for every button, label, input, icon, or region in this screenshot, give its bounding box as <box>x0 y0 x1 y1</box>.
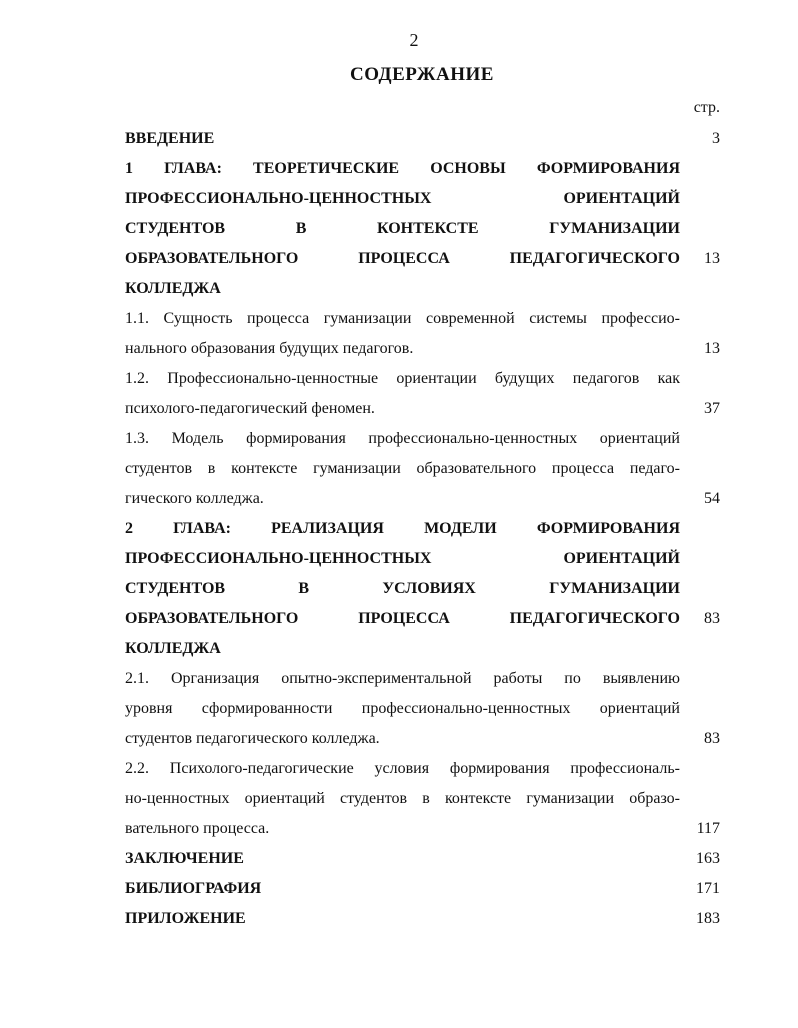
toc-section-2-2-line: вательного процесса. <box>125 820 270 837</box>
toc-section-1-1-line: 1.1. Сущность процесса гуманизации современной системы профессио- <box>125 310 680 327</box>
toc-page-number: 183 <box>696 910 720 927</box>
toc-entry-conclusion: ЗАКЛЮЧЕНИЕ <box>125 850 244 867</box>
toc-entry-appendix: ПРИЛОЖЕНИЕ <box>125 910 246 927</box>
toc-chapter-2-line: СТУДЕНТОВ В УСЛОВИЯХ ГУМАНИЗАЦИИ <box>125 580 680 597</box>
toc-chapter-1-line: ПРОФЕССИОНАЛЬНО-ЦЕННОСТНЫХ ОРИЕНТАЦИЙ <box>125 190 680 207</box>
toc-section-2-1-line: 2.1. Организация опытно-экспериментальной работы по выявлению <box>125 670 680 687</box>
toc-section-1-3-line: 1.3. Модель формирования профессионально-ценностных ориентаций <box>125 430 680 447</box>
toc-chapter-2-line: ОБРАЗОВАТЕЛЬНОГО ПРОЦЕССА ПЕДАГОГИЧЕСКОГО <box>125 610 680 627</box>
page-number: 2 <box>409 30 419 50</box>
toc-page-number: 83 <box>704 730 720 747</box>
toc-entry-introduction: ВВЕДЕНИЕ <box>125 130 215 147</box>
toc-section-1-1-line: нального образования будущих педагогов. <box>125 340 414 357</box>
toc-chapter-1-line: СТУДЕНТОВ В КОНТЕКСТЕ ГУМАНИЗАЦИИ <box>125 220 680 237</box>
toc-entry-bibliography: БИБЛИОГРАФИЯ <box>125 880 262 897</box>
toc-page-number: 163 <box>696 850 720 867</box>
toc-section-2-1-line: уровня сформированности профессионально-ценностных ориентаций <box>125 700 680 717</box>
toc-page-number: 54 <box>704 490 720 507</box>
toc-page-number: 13 <box>704 340 720 357</box>
toc-page-number: 83 <box>704 610 720 627</box>
toc-page-number: 117 <box>696 820 720 837</box>
toc-section-1-3-line: студентов в контексте гуманизации образовательного процесса педаго- <box>125 460 680 477</box>
toc-page-number: 13 <box>704 250 720 267</box>
toc-chapter-1-line: ОБРАЗОВАТЕЛЬНОГО ПРОЦЕССА ПЕДАГОГИЧЕСКОГО <box>125 250 680 267</box>
page-title: СОДЕРЖАНИЕ <box>350 64 494 85</box>
toc-section-2-1-line: студентов педагогического колледжа. <box>125 730 380 747</box>
toc-chapter-2-line: КОЛЛЕДЖА <box>125 640 221 657</box>
toc-chapter-2-line: 2 ГЛАВА: РЕАЛИЗАЦИЯ МОДЕЛИ ФОРМИРОВАНИЯ <box>125 520 680 537</box>
toc-section-2-2-line: 2.2. Психолого-педагогические условия формирования профессиональ- <box>125 760 680 777</box>
toc-chapter-1-line: КОЛЛЕДЖА <box>125 280 221 297</box>
toc-page-number: 171 <box>696 880 720 897</box>
toc-page-number: 3 <box>712 130 720 147</box>
toc-page-number: 37 <box>704 400 720 417</box>
toc-chapter-2-line: ПРОФЕССИОНАЛЬНО-ЦЕННОСТНЫХ ОРИЕНТАЦИЙ <box>125 550 680 567</box>
toc-section-1-3-line: гического колледжа. <box>125 490 264 507</box>
toc-section-2-2-line: но-ценностных ориентаций студентов в контексте гуманизации образо- <box>125 790 680 807</box>
page-column-header: стр. <box>693 99 720 116</box>
toc-chapter-1-line: 1 ГЛАВА: ТЕОРЕТИЧЕСКИЕ ОСНОВЫ ФОРМИРОВАНИЯ <box>125 160 680 177</box>
toc-section-1-2-line: психолого-педагогический феномен. <box>125 400 375 417</box>
toc-section-1-2-line: 1.2. Профессионально-ценностные ориентации будущих педагогов как <box>125 370 680 387</box>
